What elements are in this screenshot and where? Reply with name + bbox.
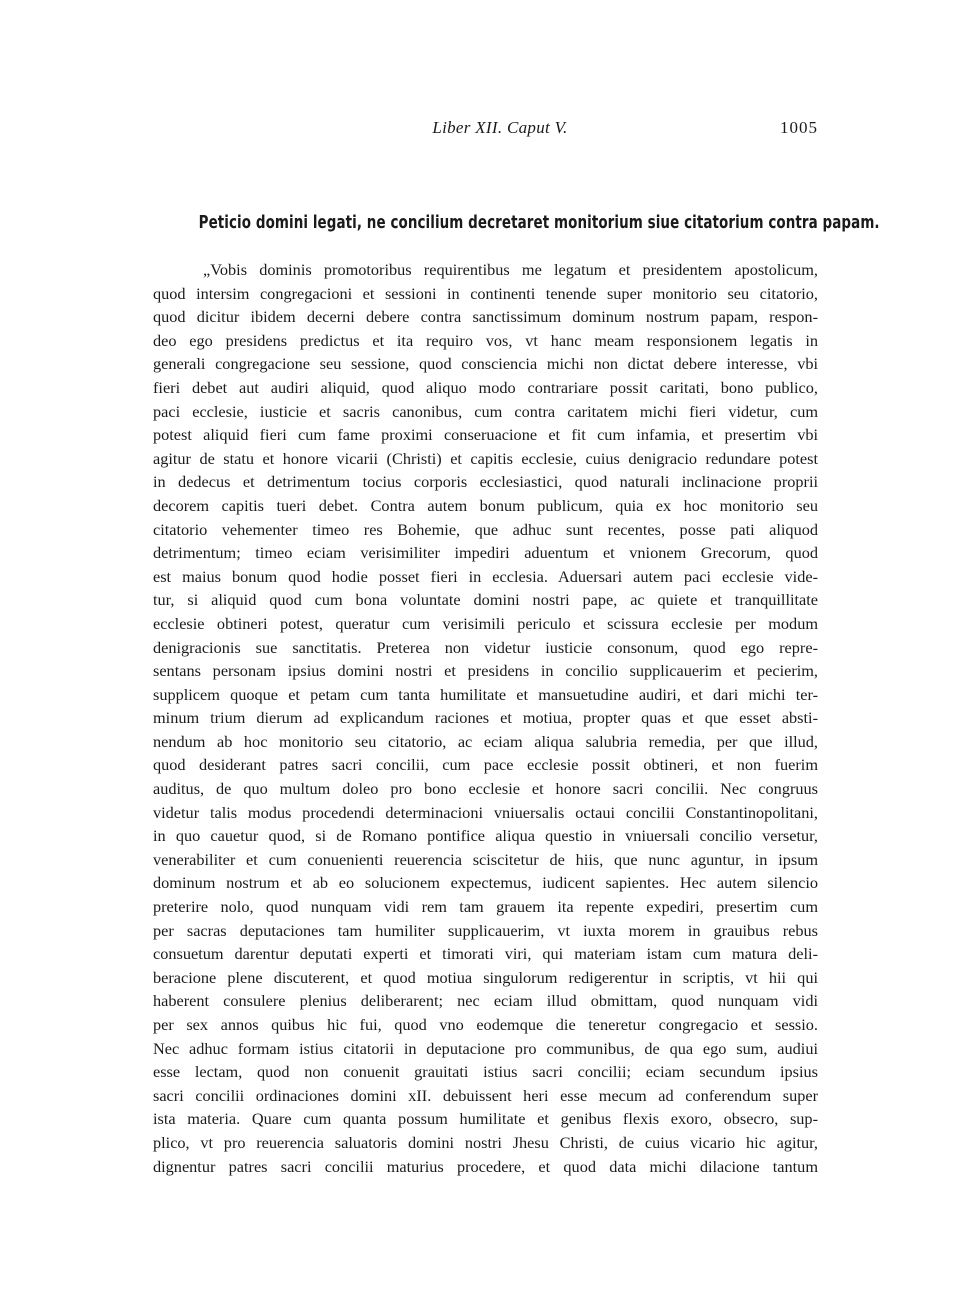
text-line: agitur de statu et honore vicarii (Christi) et capitis ecclesie, cuius denigracio redundare potest [153, 448, 818, 468]
text-line: dignentur patres sacri concilii maturius procedere, et quod data michi dilacione tantum [153, 1156, 818, 1176]
text-line: minum trium dierum ad explicandum raciones et motiua, propter quas et que esset absti- [153, 708, 818, 728]
section-heading: Peticio domini legati, ne concilium decretaret monitorium siue citatorium contra papam. [198, 213, 880, 233]
text-line: fieri debet aut audiri aliquid, quod aliquo modo contrariare possit caritati, bono publico, [153, 377, 818, 397]
text-line: plico, vt pro reuerencia saluatoris domini nostri Jhesu Christi, de cuius vicario hic agitur, [153, 1132, 818, 1152]
body-text [153, 258, 818, 1178]
text-line: videtur talis modus procedendi determinacioni vniuersalis octaui concilii Constantinopolitani, [153, 802, 818, 822]
text-line: quod dicitur ibidem decerni debere contra sanctissimum dominum nostrum papam, respon- [153, 307, 818, 327]
text-line: auditus, de quo multum doleo pro bono ecclesie et honore sacri concilii. Nec congruus [153, 779, 818, 799]
text-line: tur, si aliquid quod cum bona voluntate domini nostri pape, ac quiete et tranquillitate [153, 590, 818, 610]
text-line: nendum ab hoc monitorio seu citatorio, ac eciam aliqua salubria remedia, per que illud, [153, 731, 818, 751]
page-number: 1005 [780, 118, 818, 137]
text-line: quod intersim congregacioni et sessioni in continenti tenende super monitorio seu citatorio, [153, 283, 818, 303]
text-line: per sacras deputaciones tam humiliter supplicauerim, vt iuxta morem in grauibus rebus [153, 920, 818, 940]
text-line: per sex annos quibus hic fui, quod vno eodemque die teneretur congregacio et sessio. [153, 1015, 818, 1034]
text-line: Nec adhuc formam istius citatorii in deputacione pro communibus, de qua ego sum, audiui [153, 1038, 818, 1058]
text-line: esse lectam, quod non conuenit grauitati istius sacri concilii; eciam secundum ipsius [153, 1062, 818, 1082]
text-line: in quo cauetur quod, si de Romano pontifice aliqua questio in vniuersali concilio versetur, [153, 826, 818, 846]
text-line: deo ego presidens predictus et ita requiro vos, vt hanc meam responsionem legatis in [153, 330, 818, 350]
text-line: preterire nolo, quod nunquam vidi rem tam grauem ita repente expediri, presertim cum [153, 897, 818, 917]
text-line: supplicem quoque et petam cum tanta humilitate et mansuetudine audiri, et dari michi ter- [153, 684, 818, 704]
text-line: ecclesie obtineri potest, queratur cum verisimili periculo et scissura ecclesie per modum [153, 613, 818, 633]
text-line: quod desiderant patres sacri concilii, cum pace ecclesie possit obtineri, et non fuerim [153, 755, 818, 775]
text-line: decorem capitis tueri debet. Contra autem bonum publicum, quia ex hoc monitorio seu [153, 495, 818, 515]
running-title: Liber XII. Caput V. [432, 118, 568, 137]
text-line: consuetum darentur deputati experti et timorati viri, qui materiam istam cum matura deli- [153, 944, 818, 964]
text-line: sacri concilii ordinaciones domini xII. debuissent heri esse mecum ad conferendum super [153, 1085, 818, 1105]
text-line: sentans personam ipsius domini nostri et presidens in concilio supplicauerim et pecierim, [153, 661, 818, 681]
text-line: „Vobis dominis promotoribus requirentibus me legatum et presidentem apostolicum, [203, 260, 818, 279]
text-line: potest aliquid fieri cum fame proximi conseruacione et fit cum infamia, et presertim vbi [153, 425, 818, 445]
text-line: haberent consulere plenius deliberarent; nec eciam illud obmittam, quod nunquam vidi [153, 991, 818, 1011]
text-line: denigracionis sue sanctitatis. Preterea non videtur iusticie consonum, quod ego repre- [153, 637, 818, 657]
text-line: citatorio vehementer timeo res Bohemie, que adhuc sunt recentes, posse pati aliquod [153, 519, 818, 539]
text-line: in dedecus et detrimentum tocius corporis ecclesiastici, quod naturali inclinacione proprii [153, 472, 818, 492]
text-line: est maius bonum quod hodie posset fieri in ecclesia. Aduersari autem paci ecclesie vide- [153, 566, 818, 586]
text-line: generali congregacione seu sessione, quod consciencia michi non dictat debere interesse, vbi [153, 354, 818, 374]
text-line: venerabiliter et cum conuenienti reuerencia sciscitetur de hiis, que nunc aguntur, in ipsum [153, 849, 818, 869]
text-line: ista materia. Quare cum quanta possum humilitate et genibus flexis exoro, obsecro, sup- [153, 1109, 818, 1129]
running-head [152, 118, 818, 142]
text-line: paci ecclesie, iusticie et sacris canonibus, cum contra caritatem michi fieri videtur, cum [153, 401, 818, 421]
text-line: detrimentum; timeo eciam verisimiliter impediri aduentum et vnionem Grecorum, quod [153, 543, 818, 563]
text-line: beracione plene discuterent, et quod motiua singulorum redigerentur in scriptis, vt hii qui [153, 967, 818, 987]
text-line: dominum nostrum et ab eo solucionem expectemus, iudicent sapientes. Hec autem silencio [153, 873, 818, 893]
